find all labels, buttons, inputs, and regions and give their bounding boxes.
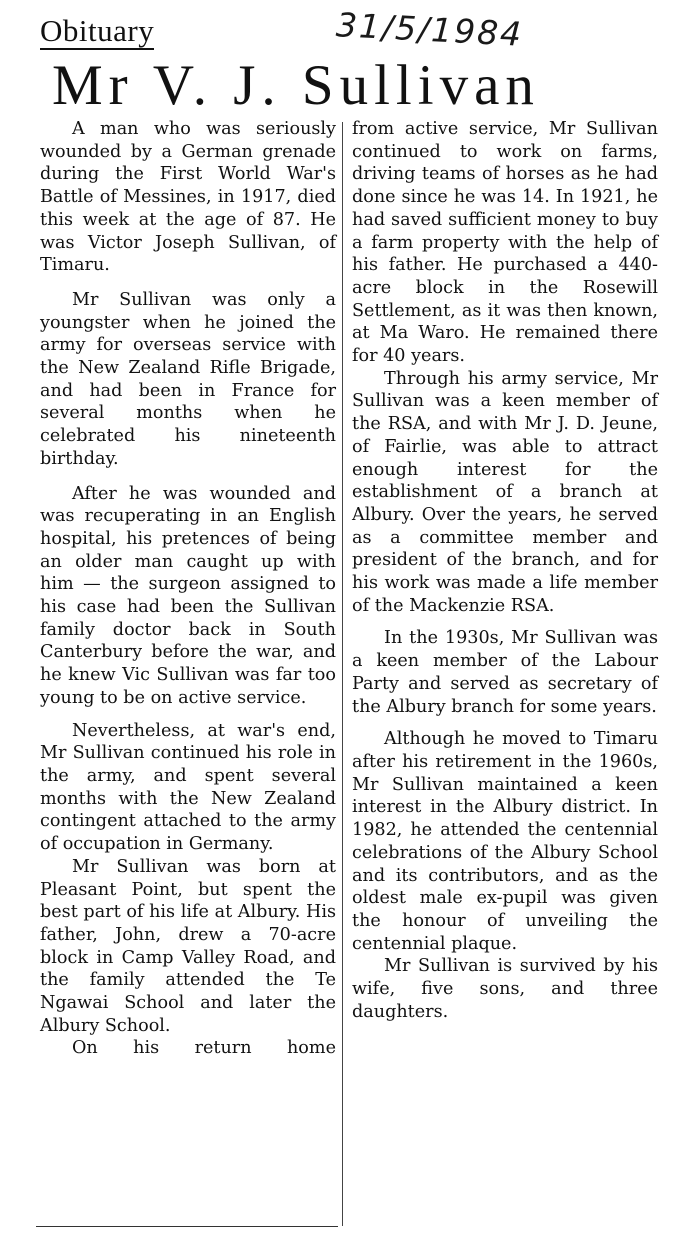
paragraph: Mr Sullivan was only a youngster when he joined the army for overseas service with the New Zealand Rifle Brigade, and had been in France for several months when he celebrated his nineteenth birthday. [40, 289, 336, 469]
paragraph: Nevertheless, at war's end, Mr Sullivan continued his role in the army, and spent several months with the New Zealand contingent attached to the army of occupation in Germany. [40, 720, 336, 855]
bottom-rule [36, 1226, 338, 1227]
right-column [352, 118, 658, 1023]
paragraph: Through his army service, Mr Sullivan was a keen member of the RSA, and with Mr J. D. Jeune, of Fairlie, was able to attract enough interest for the establishment of a branch at Albury. Over the years, he served as a committee member and president of the branch, and for his work was made a life member of the Mackenzie RSA. [352, 368, 658, 616]
paragraph: from active service, Mr Sullivan continued to work on farms, driving teams of horses as he had done since he was 14. In 1921, he had saved sufficient money to buy a farm property with the help of his father. He purchased a 440-acre block in the Rosewill Settlement, as it was then known, at Ma Waro. He remained there for 40 years. [352, 119, 658, 367]
paragraph: A man who was seriously wounded by a German grenade during the First World War's Battle of Messines, in 1917, died this week at the age of 87. He was Victor Joseph Sullivan, of Timaru. [40, 119, 336, 276]
handwritten-date: 31/5/1984 [335, 5, 525, 54]
section-heading: Obituary [40, 13, 155, 48]
left-column [40, 118, 336, 1060]
paragraph: On his return home [72, 1038, 336, 1059]
paragraph: Mr Sullivan was born at Pleasant Point, but spent the best part of his life at Albury. His father, John, drew a 70-acre block in Camp Valley Road, and the family attended the Te Ngawai School and later the Albury School. [40, 856, 336, 1036]
paragraph: After he was wounded and was recuperating in an English hospital, his pretences of being an older man caught up with him — the surgeon assigned to his case had been the Sullivan family doctor back in South Canterbury before the war, and he knew Vic Sullivan was far too young to be on active service. [40, 483, 336, 708]
paragraph: In the 1930s, Mr Sullivan was a keen member of the Labour Party and served as secretary of the Albury branch for some years. [352, 628, 658, 717]
obituary-headline: Mr V. J. Sullivan [52, 54, 540, 117]
column-divider [342, 122, 343, 1226]
paragraph: Mr Sullivan is survived by his wife, five sons, and three daughters. [352, 956, 658, 1022]
paragraph: Although he moved to Timaru after his retirement in the 1960s, Mr Sullivan maintained a keen interest in the Albury district. In 1982, he attended the centennial celebrations of the Albury School and its contributors, and as the oldest male ex-pupil was given the honour of unveiling the centennial plaque. [352, 729, 658, 954]
